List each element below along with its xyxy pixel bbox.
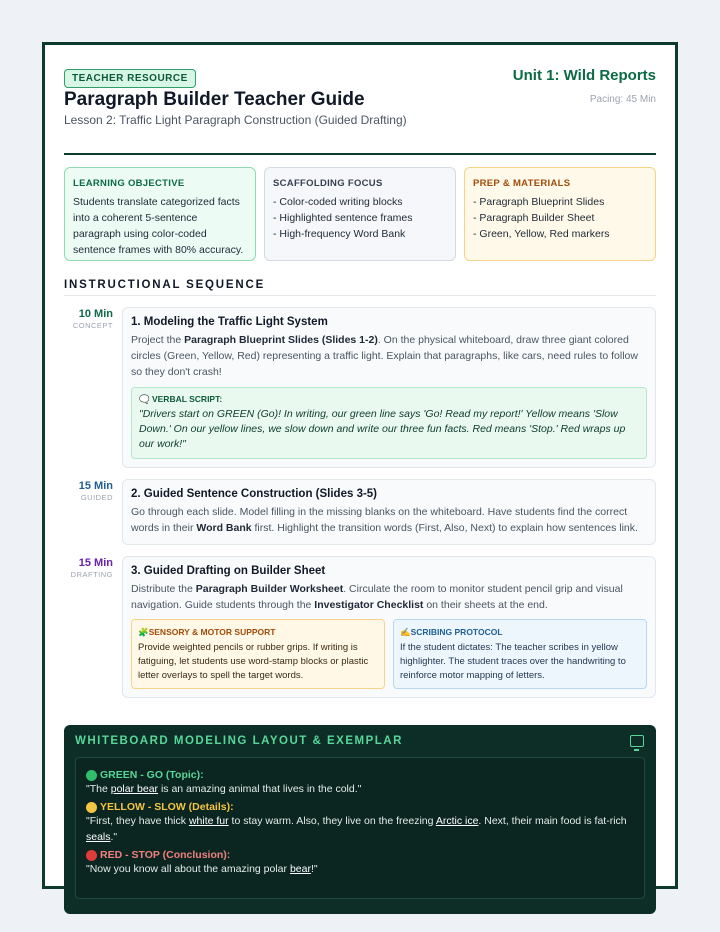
step-time xyxy=(64,307,122,468)
resource-badge: TEACHER RESOURCE xyxy=(64,69,196,88)
whiteboard-exemplar xyxy=(75,757,645,899)
step-duration: 10 Min xyxy=(78,308,113,320)
info-cards xyxy=(64,167,656,261)
motor-support-label: 🧩SENSORY & MOTOR SUPPORT xyxy=(138,627,276,637)
pacing-label: Pacing: 45 Min xyxy=(589,94,656,105)
red-label: RED - STOP (Conclusion): xyxy=(86,849,634,861)
whiteboard-panel xyxy=(64,725,656,914)
monitor-icon xyxy=(630,735,644,747)
scaffolding-heading: SCAFFOLDING FOCUS xyxy=(273,178,383,189)
support-boxes xyxy=(131,619,647,689)
teacher-guide-page xyxy=(42,42,678,889)
scribing-box xyxy=(393,619,647,689)
objective-card xyxy=(64,167,256,261)
scribing-text: If the student dictates: The teacher scribes in yellow highlighter. The student traces over the handwriting to reinforce motor mapping of letters. xyxy=(400,642,626,681)
step-title: 2. Guided Sentence Construction (Slides 3-5) xyxy=(131,488,378,500)
step-duration: 15 Min xyxy=(78,557,113,569)
objective-text: Students translate categorized facts into a coherent 5-sentence paragraph using color-coded sentence frames with 80% accuracy. xyxy=(73,196,244,256)
red-circle-icon xyxy=(86,850,97,861)
step-3 xyxy=(64,556,656,698)
list-item: - Highlighted sentence frames xyxy=(273,212,413,224)
green-sentence: "The polar bear is an amazing animal that lives in the cold." xyxy=(86,783,362,795)
step-description: Distribute the Paragraph Builder Worksheet. Circulate the room to monitor student pencil grip and visual navigation. Guide students through the Investigator Checklist on their sheets at the end. xyxy=(131,583,623,611)
yellow-sentences: "First, they have thick white fur to stay warm. Also, they live on the freezing Arctic ice. Next, their main food is fat-rich seals." xyxy=(86,815,627,843)
motor-support-text: Provide weighted pencils or rubber grips. If writing is fatiguing, let students use word-stamp blocks or plastic letter overlays to spell the target words. xyxy=(138,642,369,681)
step-tag: DRAFTING xyxy=(70,570,113,579)
green-label: GREEN - GO (Topic): xyxy=(86,769,634,781)
unit-title: Unit 1: Wild Reports xyxy=(512,67,656,84)
step-1 xyxy=(64,307,656,468)
verbal-script xyxy=(131,387,647,459)
list-item: - Green, Yellow, Red markers xyxy=(473,228,610,240)
step-tag: CONCEPT xyxy=(72,321,113,330)
yellow-label: YELLOW - SLOW (Details): xyxy=(86,801,634,813)
whiteboard-heading: WHITEBOARD MODELING LAYOUT & EXEMPLAR xyxy=(75,735,403,747)
materials-card xyxy=(464,167,656,261)
sequence-heading: INSTRUCTIONAL SEQUENCE xyxy=(64,279,656,296)
list-item: - Paragraph Builder Sheet xyxy=(473,212,595,224)
step-title: 3. Guided Drafting on Builder Sheet xyxy=(131,565,326,577)
writing-hand-icon: ✍️ xyxy=(400,627,411,637)
step-description: Go through each slide. Model filling in the missing blanks on the whiteboard. Have students find the correct words in their Word Bank first. Highlight the transition words (First, Also, Next) to explain how sentences link. xyxy=(131,506,638,534)
step-tag: GUIDED xyxy=(80,493,113,502)
step-description: Project the Paragraph Blueprint Slides (Slides 1-2). On the physical whiteboard, draw three giant colored circles (Green, Yellow, Red) representing a traffic light. Explain that paragraphs, like cars, need rules to follow so they don't crash! xyxy=(131,334,638,378)
chat-bubble-icon: 🗨️ xyxy=(139,394,150,404)
objective-heading: LEARNING OBJECTIVE xyxy=(73,178,185,189)
puzzle-icon: 🧩 xyxy=(138,627,149,637)
verbal-script-text: "Drivers start on GREEN (Go)! In writing, our green line says 'Go! Read my report!' Yellow means 'Slow Down.' On our yellow lines, we slow down and write our three fun facts. Red means 'Stop.' Red wraps up our work!" xyxy=(139,408,626,450)
step-card xyxy=(122,307,656,468)
red-sentence: "Now you know all about the amazing polar bear!" xyxy=(86,863,318,875)
list-item: - Color-coded writing blocks xyxy=(273,196,403,208)
step-time xyxy=(64,556,122,698)
scribing-label: ✍️SCRIBING PROTOCOL xyxy=(400,627,503,637)
verbal-script-label: 🗨️ VERBAL SCRIPT: xyxy=(139,394,223,404)
guide-header xyxy=(64,67,656,155)
step-card xyxy=(122,556,656,698)
step-2 xyxy=(64,479,656,545)
step-duration: 15 Min xyxy=(78,480,113,492)
yellow-circle-icon xyxy=(86,802,97,813)
step-card xyxy=(122,479,656,545)
scaffolding-card xyxy=(264,167,456,261)
page-title: Paragraph Builder Teacher Guide xyxy=(64,89,365,110)
green-circle-icon xyxy=(86,770,97,781)
list-item: - Paragraph Blueprint Slides xyxy=(473,196,605,208)
lesson-subtitle: Lesson 2: Traffic Light Paragraph Construction (Guided Drafting) xyxy=(64,113,407,127)
step-title: 1. Modeling the Traffic Light System xyxy=(131,316,328,328)
step-time xyxy=(64,479,122,545)
materials-heading: PREP & MATERIALS xyxy=(473,178,571,189)
list-item: - High-frequency Word Bank xyxy=(273,228,406,240)
motor-support-box xyxy=(131,619,385,689)
